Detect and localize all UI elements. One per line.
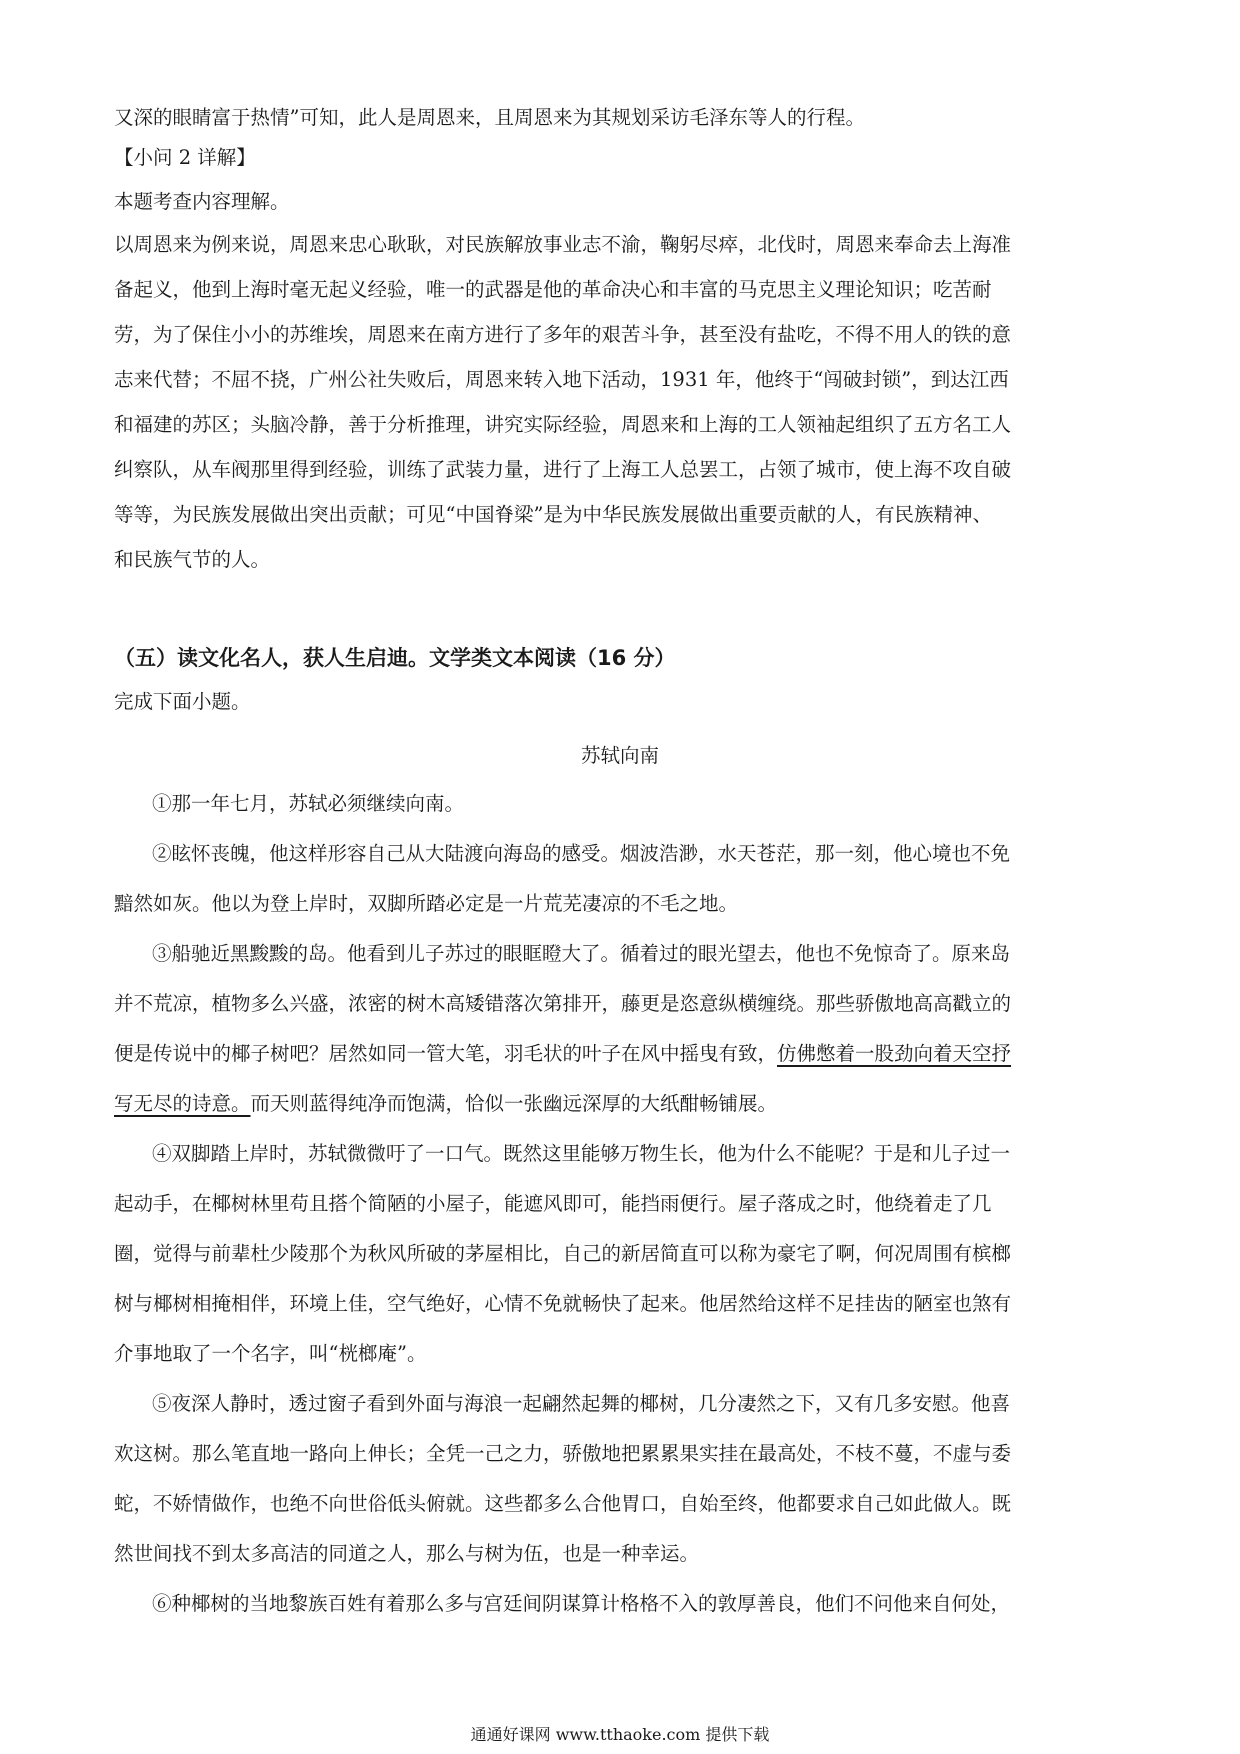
essay-line: ④双脚踏上岸时，苏轼微微吁了一口气。既然这里能够万物生长，他为什么不能呢？于是和儿子过一	[152, 1142, 1011, 1165]
topic-wrap	[114, 188, 1126, 216]
essay-line: 并不荒凉，植物多么兴盛，浓密的树木高矮错落次第排开，藤更是恣意纵横缠绕。那些骄傲地高高戳立的	[114, 992, 1012, 1015]
underlined-sentence: 写无尽的诗意。	[114, 1092, 251, 1115]
section-heading: （五）读文化名人，获人生启迪。文学类文本阅读（16 分）	[114, 646, 676, 670]
essay-line: 欢这树。那么笔直地一路向上伸长；全凭一己之力，骄傲地把累累果实挂在最高处，不枝不蔓，不虚与委	[114, 1442, 1012, 1465]
essay-line: ③船驰近黑黢黢的岛。他看到儿子苏过的眼眶瞪大了。循着过的眼光望去，他也不免惊奇了。原来岛	[152, 942, 1011, 965]
essay-title-wrap	[114, 742, 1126, 770]
essay-paragraph-6	[114, 1590, 1126, 1618]
essay-line: 介事地取了一个名字，叫“桄榔庵”。	[114, 1342, 427, 1365]
answer-section	[114, 104, 1126, 132]
essay-line-mixed	[114, 1040, 1126, 1068]
essay-line: 圈，觉得与前辈杜少陵那个为秋风所破的茅屋相比，自己的新居简直可以称为豪宅了啊，何况周围有槟榔	[114, 1242, 1012, 1265]
instruction-wrap	[114, 688, 1126, 716]
essay-line: 起动手，在椰树林里苟且搭个简陋的小屋子，能遮风即可，能挡雨便行。屋子落成之时，他绕着走了几	[114, 1192, 992, 1215]
plain-text: 便是传说中的椰子树吧？居然如同一管大笔，羽毛状的叶子在风中摇曳有致，	[114, 1042, 778, 1065]
essay-line: 然世间找不到太多高洁的同道之人，那么与树为伍，也是一种幸运。	[114, 1542, 700, 1565]
essay-line: ①那一年七月，苏轼必须继续向南。	[152, 792, 465, 815]
essay-line: ⑤夜深人静时，透过窗子看到外面与海浪一起翩然起舞的椰树，几分凄然之下，又有几多安慰。他喜	[152, 1392, 1011, 1415]
footer-url: www.tthaoke.com	[555, 1725, 701, 1744]
essay-line: 蛇，不娇情做作，也绝不向世俗低头俯就。这些都多么合他胃口，自始至终，他都要求自己如此做人。既	[114, 1492, 1012, 1515]
essay-paragraph-4	[114, 1140, 1126, 1368]
answer-line: 劳，为了保住小小的苏维埃，周恩来在南方进行了多年的艰苦斗争，甚至没有盐吃，不得不用人的铁的意	[114, 323, 1012, 346]
answer-line: 等等，为民族发展做出突出贡献；可见“中国脊梁”是为中华民族发展做出重要贡献的人，有民族精神、	[114, 503, 992, 526]
answer-line: 志来代替；不屈不挠，广州公社失败后，周恩来转入地下活动，1931 年，他终于“闯破封锁”，到达江西	[114, 368, 1009, 391]
page-footer	[0, 1724, 1240, 1746]
sub-question-heading: 【小问 2 详解】	[114, 146, 256, 169]
answer-line: 以周恩来为例来说，周恩来忠心耿耿，对民族解放事业志不渝，鞠躬尽瘁，北伐时，周恩来奉命去上海准	[114, 233, 1012, 256]
footer-suffix: 提供下载	[705, 1725, 770, 1744]
answer-line: 纠察队，从车阀那里得到经验，训练了武装力量，进行了上海工人总罢工，占领了城市，使上海不攻自破	[114, 458, 1012, 481]
sub-heading-wrap	[114, 144, 1126, 172]
essay-line: 树与椰树相掩相伴，环境上佳，空气绝好，心情不免就畅快了起来。他居然给这样不足挂齿的陋室也煞有	[114, 1292, 1012, 1315]
answer-line: 备起义，他到上海时毫无起义经验，唯一的武器是他的革命决心和丰富的马克思主义理论知识；吃苦耐	[114, 278, 992, 301]
answer-line: 和民族气节的人。	[114, 548, 271, 571]
section-heading-wrap	[114, 644, 1126, 672]
intro-line: 又深的眼睛富于热情”可知，此人是周恩来，且周恩来为其规划采访毛泽东等人的行程。	[114, 106, 865, 129]
essay-paragraph-3	[114, 940, 1126, 1118]
essay-line: ②眩怀丧魄，他这样形容自己从大陆渡向海岛的感受。烟波浩渺，水天苍茫，那一刻，他心境也不免	[152, 842, 1011, 865]
instruction-line: 完成下面小题。	[114, 690, 251, 713]
essay-line: ⑥种椰树的当地黎族百姓有着那么多与宫廷间阴谋算计格格不入的敦厚善良，他们不问他来自何处，	[152, 1592, 1011, 1615]
essay-paragraph-2	[114, 840, 1126, 918]
essay-paragraph-5	[114, 1390, 1126, 1568]
topic-line: 本题考查内容理解。	[114, 190, 290, 213]
essay-line: 黯然如灰。他以为登上岸时，双脚所踏必定是一片荒芜凄凉的不毛之地。	[114, 892, 739, 915]
answer-line: 和福建的苏区；头脑冷静，善于分析推理，讲究实际经验，周恩来和上海的工人领袖起组织了五方名工人	[114, 413, 1012, 436]
plain-text: 而天则蓝得纯净而饱满，恰似一张幽远深厚的大纸酣畅铺展。	[250, 1092, 778, 1115]
essay-title: 苏轼向南	[580, 744, 659, 767]
essay-line-mixed	[114, 1090, 1126, 1118]
footer-site-name: 通通好课网	[470, 1725, 551, 1744]
answer-paragraph	[114, 231, 1126, 574]
essay-paragraph-1	[152, 790, 1126, 818]
underlined-sentence: 仿佛憋着一股劲向着天空抒	[777, 1042, 1012, 1065]
